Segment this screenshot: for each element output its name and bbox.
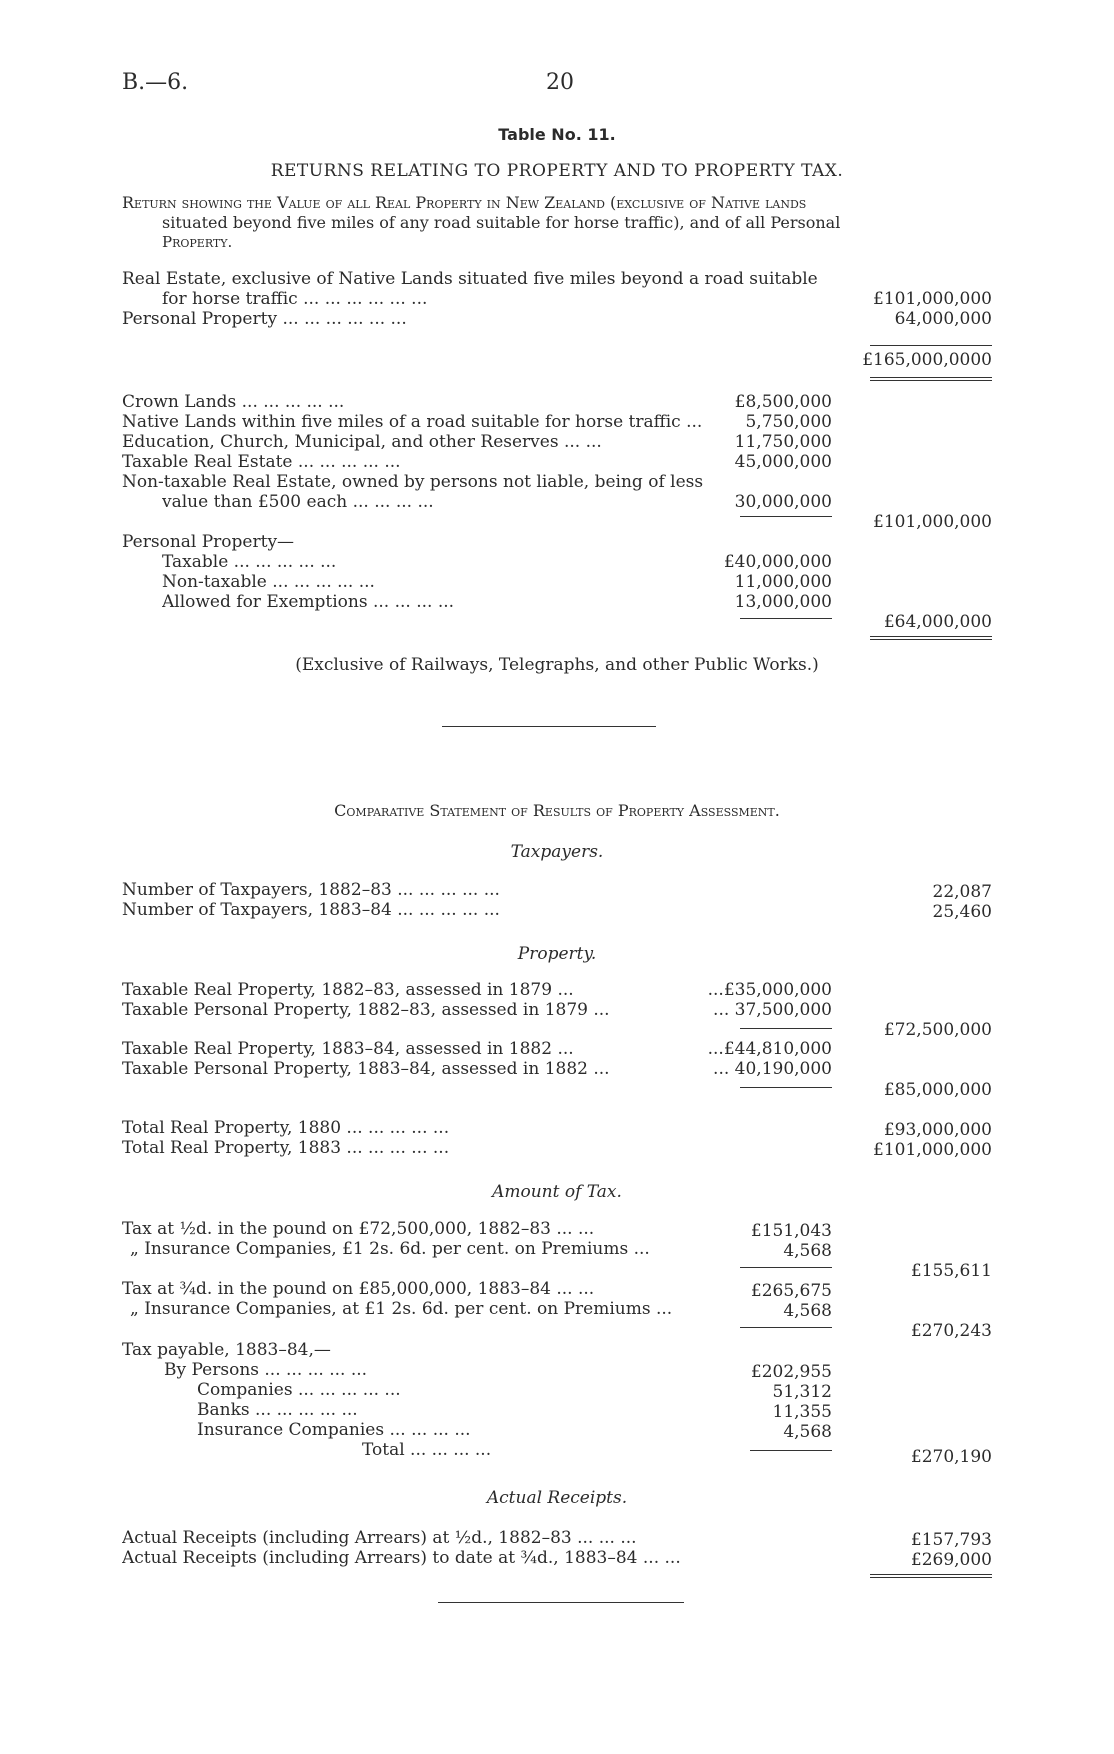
real-estate-label-1: Real Estate, exclusive of Native Lands situated five miles beyond a road suitable — [122, 269, 818, 289]
crown-lands-label: Crown Lands ... ... ... ... ... — [122, 392, 345, 412]
payable-heading: Tax payable, 1883–84,— — [122, 1340, 331, 1360]
payable-rule — [750, 1450, 832, 1451]
property-personal-1883-label: Taxable Personal Property, 1883–84, assessed in 1882 ... — [122, 1059, 610, 1079]
bottom-divider — [438, 1602, 684, 1603]
receipts-1882-value: £157,793 — [910, 1530, 992, 1550]
personal-breakdown-total: £64,000,000 — [883, 612, 992, 632]
personal-total-double-rule — [870, 636, 992, 640]
return-intro-line-2: situated beyond five miles of any road suitable for horse traffic), and of all Personal — [162, 213, 841, 232]
property-real-1882-label: Taxable Real Property, 1882–83, assessed in 1879 ... — [122, 980, 574, 1000]
real-breakdown-rule — [740, 516, 832, 517]
payable-persons-label: By Persons ... ... ... ... ... — [164, 1360, 368, 1380]
tax-heading: Amount of Tax. — [492, 1182, 622, 1202]
personal-breakdown-heading: Personal Property— — [122, 532, 295, 552]
property-real-1883-value: ...£44,810,000 — [707, 1039, 832, 1059]
reserves-value: 11,750,000 — [734, 432, 832, 452]
property-personal-1882-label: Taxable Personal Property, 1882–83, assessed in 1879 ... — [122, 1000, 610, 1020]
summary-rule — [870, 345, 992, 346]
section-divider — [442, 726, 656, 727]
tax-1882-value: £151,043 — [750, 1221, 832, 1241]
payable-banks-value: 11,355 — [772, 1402, 832, 1422]
tax-1883-label: Tax at ¾d. in the pound on £85,000,000, 1883–84 ... ... — [122, 1279, 595, 1299]
payable-insurance-value: 4,568 — [783, 1422, 832, 1442]
real-breakdown-total: £101,000,000 — [873, 512, 992, 532]
taxpayers-1883-value: 25,460 — [932, 902, 992, 922]
taxpayers-heading: Taxpayers. — [510, 842, 604, 862]
taxpayers-1882-label: Number of Taxpayers, 1882–83 ... ... ... ... ... — [122, 880, 500, 900]
receipts-1883-value: £269,000 — [910, 1550, 992, 1570]
property-1882-rule — [740, 1028, 832, 1029]
payable-companies-label: Companies ... ... ... ... ... — [197, 1380, 401, 1400]
personal-breakdown-rule — [740, 618, 832, 619]
tax-1883-value: £265,675 — [750, 1281, 832, 1301]
taxpayers-1883-label: Number of Taxpayers, 1883–84 ... ... ... ... ... — [122, 900, 500, 920]
return-intro-line-3: Property. — [162, 233, 233, 251]
property-heading: Property. — [517, 944, 597, 964]
personal-taxable-value: £40,000,000 — [723, 552, 832, 572]
property-1882-total: £72,500,000 — [883, 1020, 992, 1040]
property-1883-total: £85,000,000 — [883, 1080, 992, 1100]
crown-lands-value: £8,500,000 — [734, 392, 832, 412]
insurance-1882-label: „ Insurance Companies, £1 2s. 6d. per cent. on Premiums ... — [130, 1239, 650, 1259]
payable-banks-label: Banks ... ... ... ... ... — [197, 1400, 358, 1420]
page-number: 20 — [546, 70, 574, 95]
personal-exemptions-label: Allowed for Exemptions ... ... ... ... — [162, 592, 455, 612]
native-lands-label: Native Lands within five miles of a road suitable for horse traffic ... — [122, 412, 703, 432]
report-code: B.—6. — [122, 70, 189, 95]
summary-total-double-rule — [870, 377, 992, 381]
property-1883-rule — [740, 1087, 832, 1088]
receipts-heading: Actual Receipts. — [486, 1488, 628, 1508]
real-estate-value: £101,000,000 — [873, 289, 992, 309]
insurance-1883-label: „ Insurance Companies, at £1 2s. 6d. per cent. on Premiums ... — [130, 1299, 673, 1319]
personal-exemptions-value: 13,000,000 — [734, 592, 832, 612]
exclusive-note: (Exclusive of Railways, Telegraphs, and other Public Works.) — [295, 655, 819, 675]
payable-persons-value: £202,955 — [750, 1362, 832, 1382]
nontaxable-real-value: 30,000,000 — [734, 492, 832, 512]
tax-1883-total: £270,243 — [910, 1321, 992, 1341]
total-real-1883-label: Total Real Property, 1883 ... ... ... ... ... — [122, 1138, 450, 1158]
personal-nontaxable-value: 11,000,000 — [734, 572, 832, 592]
receipts-double-rule — [870, 1574, 992, 1578]
property-real-1882-value: ...£35,000,000 — [707, 980, 832, 1000]
taxpayers-1882-value: 22,087 — [932, 882, 992, 902]
payable-total: £270,190 — [910, 1447, 992, 1467]
property-real-1883-label: Taxable Real Property, 1883–84, assessed in 1882 ... — [122, 1039, 574, 1059]
payable-companies-value: 51,312 — [772, 1382, 832, 1402]
return-intro-line-1: Return showing the Value of all Real Property in New Zealand (exclusive of Native lands — [122, 193, 807, 212]
total-real-1880-value: £93,000,000 — [883, 1120, 992, 1140]
native-lands-value: 5,750,000 — [745, 412, 832, 432]
taxable-real-estate-label: Taxable Real Estate ... ... ... ... ... — [122, 452, 401, 472]
personal-property-value: 64,000,000 — [894, 309, 992, 329]
total-real-1883-value: £101,000,000 — [873, 1140, 992, 1160]
payable-total-label: Total ... ... ... ... — [362, 1440, 492, 1460]
receipts-1882-label: Actual Receipts (including Arrears) at ½d., 1882–83 ... ... ... — [122, 1528, 637, 1548]
taxable-real-estate-value: 45,000,000 — [734, 452, 832, 472]
tax-1882-total: £155,611 — [910, 1261, 992, 1281]
tax-1883-rule — [740, 1327, 832, 1328]
property-personal-1882-value: ... 37,500,000 — [713, 1000, 832, 1020]
insurance-1883-value: 4,568 — [783, 1301, 832, 1321]
summary-total: £165,000,0000 — [862, 350, 992, 370]
receipts-1883-label: Actual Receipts (including Arrears) to date at ¾d., 1883–84 ... ... — [122, 1548, 681, 1568]
nontaxable-real-label-2: value than £500 each ... ... ... ... — [162, 492, 434, 512]
personal-taxable-label: Taxable ... ... ... ... ... — [162, 552, 337, 572]
total-real-1880-label: Total Real Property, 1880 ... ... ... ... ... — [122, 1118, 450, 1138]
personal-property-label: Personal Property ... ... ... ... ... ... — [122, 309, 407, 329]
personal-nontaxable-label: Non-taxable ... ... ... ... ... — [162, 572, 375, 592]
nontaxable-real-label-1: Non-taxable Real Estate, owned by persons not liable, being of less — [122, 472, 704, 492]
insurance-1882-value: 4,568 — [783, 1241, 832, 1261]
table-number: Table No. 11. — [498, 125, 616, 144]
property-personal-1883-value: ... 40,190,000 — [713, 1059, 832, 1079]
tax-1882-label: Tax at ½d. in the pound on £72,500,000, 1882–83 ... ... — [122, 1219, 595, 1239]
real-estate-label-2: for horse traffic ... ... ... ... ... ... — [162, 289, 428, 309]
reserves-label: Education, Church, Municipal, and other Reserves ... ... — [122, 432, 602, 452]
main-title: RETURNS RELATING TO PROPERTY AND TO PROPERTY TAX. — [270, 161, 844, 181]
tax-1882-rule — [740, 1267, 832, 1268]
payable-insurance-label: Insurance Companies ... ... ... ... — [197, 1420, 471, 1440]
comparative-title: Comparative Statement of Results of Property Assessment. — [334, 801, 780, 820]
